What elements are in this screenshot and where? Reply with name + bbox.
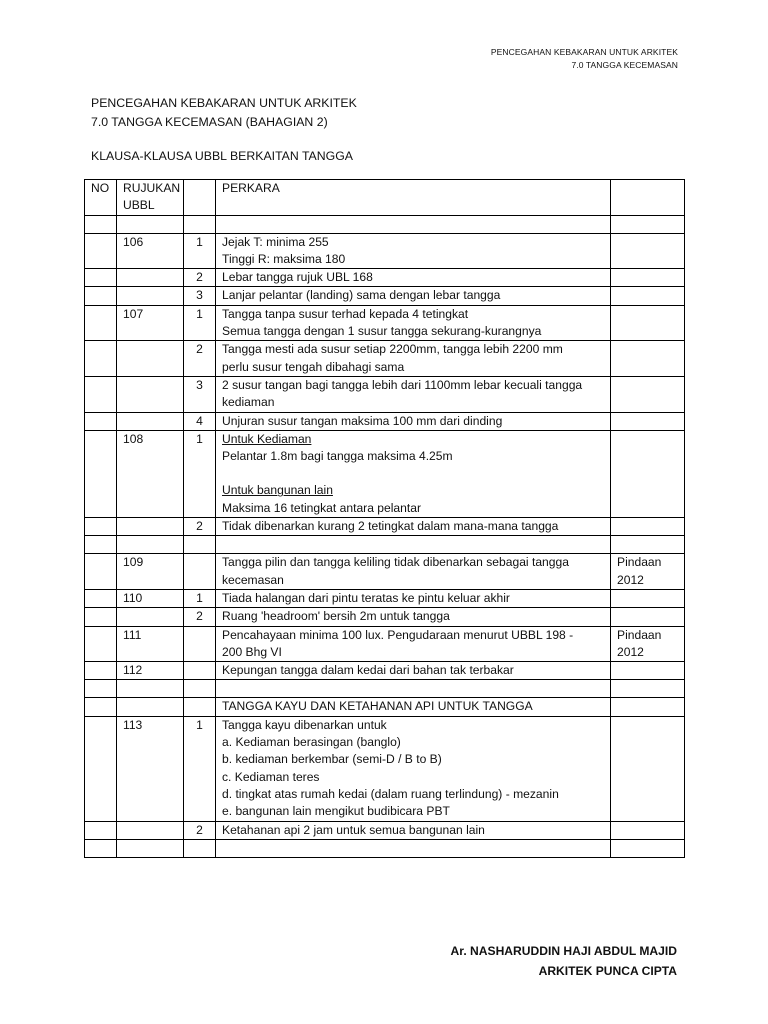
table-row <box>85 412 685 430</box>
ref-cell: 109 <box>117 554 184 590</box>
table-header-row <box>85 180 685 216</box>
matter-cell: Ruang 'headroom' bersih 2m untuk tangga <box>216 608 611 626</box>
running-header-line-1: PENCEGAHAN KEBAKARAN UNTUK ARKITEK <box>490 47 678 57</box>
table-row <box>85 662 685 680</box>
section-heading: TANGGA KAYU DAN KETAHANAN API UNTUK TANGGA <box>216 698 611 716</box>
sub-cell: 2 <box>184 269 216 287</box>
sub-cell: 1 <box>184 305 216 341</box>
document-title-line-2: 7.0 TANGGA KECEMASAN (BAHAGIAN 2) <box>91 115 328 129</box>
header-ref <box>117 180 184 216</box>
note-line: Pindaan <box>617 555 662 570</box>
matter-cell <box>216 233 611 269</box>
table-row <box>85 589 685 607</box>
matter-cell <box>216 430 611 517</box>
matter-line: b. kediaman berkembar (semi-D / B to B) <box>222 752 442 767</box>
header-matter: PERKARA <box>216 180 611 216</box>
matter-line: Jejak T: minima 255 <box>222 234 329 249</box>
note-line: 2012 <box>617 644 644 659</box>
matter-cell: Ketahanan api 2 jam untuk semua bangunan lain <box>216 821 611 839</box>
sub-cell: 1 <box>184 589 216 607</box>
matter-cell: Tidak dibenarkan kurang 2 tetingkat dalam mana-mana tangga <box>216 518 611 536</box>
author-name: Ar. NASHARUDDIN HAJI ABDUL MAJID <box>450 944 677 958</box>
matter-line: Tangga tanpa susur terhad kepada 4 tetingkat <box>222 306 469 321</box>
ref-cell: 110 <box>117 589 184 607</box>
note-cell <box>611 626 685 662</box>
matter-line: kecemasan <box>222 572 284 587</box>
matter-cell <box>216 716 611 821</box>
matter-line: Tangga mesti ada susur setiap 2200mm, tangga lebih 2200 mm <box>222 342 563 357</box>
matter-line: c. Kediaman teres <box>222 769 320 784</box>
header-ref-line-1: RUJUKAN <box>123 181 181 195</box>
sub-cell: 2 <box>184 341 216 377</box>
ref-cell: 106 <box>117 233 184 269</box>
matter-cell <box>216 341 611 377</box>
matter-line: perlu susur tengah dibahagi sama <box>222 359 405 374</box>
matter-line: Pencahayaan minima 100 lux. Pengudaraan menurut UBBL 198 - <box>222 627 574 642</box>
table-row <box>85 430 685 517</box>
note-line: Pindaan <box>617 627 662 642</box>
matter-line: 2 susur tangan bagi tangga lebih dari 1100mm lebar kecuali tangga <box>222 377 583 392</box>
ref-cell: 112 <box>117 662 184 680</box>
header-sub <box>184 180 216 216</box>
author-role: ARKITEK PUNCA CIPTA <box>538 964 677 978</box>
sub-cell: 4 <box>184 412 216 430</box>
running-header <box>491 46 678 72</box>
table-row <box>85 608 685 626</box>
table-row <box>85 821 685 839</box>
table-row <box>85 287 685 305</box>
matter-cell: Tiada halangan dari pintu teratas ke pintu keluar akhir <box>216 589 611 607</box>
ref-cell: 107 <box>117 305 184 341</box>
author-block <box>451 941 677 981</box>
matter-line: Tangga pilin dan tangga keliling tidak dibenarkan sebagai tangga <box>222 555 569 570</box>
matter-cell: Kepungan tangga dalam kedai dari bahan tak terbakar <box>216 662 611 680</box>
matter-line: Tinggi R: maksima 180 <box>222 251 346 266</box>
ref-cell: 108 <box>117 430 184 517</box>
sub-cell: 2 <box>184 821 216 839</box>
matter-line: 200 Bhg VI <box>222 644 282 659</box>
matter-line: Maksima 16 tetingkat antara pelantar <box>222 500 421 515</box>
matter-line: Pelantar 1.8m bagi tangga maksima 4.25m <box>222 449 453 464</box>
table-row-empty <box>85 215 685 233</box>
table-row <box>85 341 685 377</box>
sub-cell: 1 <box>184 430 216 517</box>
matter-heading: Untuk Kediaman <box>222 431 312 446</box>
sub-cell: 2 <box>184 518 216 536</box>
table-row <box>85 626 685 662</box>
running-header-line-2: 7.0 TANGGA KECEMASAN <box>571 60 678 70</box>
matter-line: a. Kediaman berasingan (banglo) <box>222 735 401 750</box>
matter-line: Tangga kayu dibenarkan untuk <box>222 717 387 732</box>
matter-heading: Untuk bangunan lain <box>222 483 333 498</box>
table-row-section <box>85 698 685 716</box>
ref-cell: 113 <box>117 716 184 821</box>
matter-line: e. bangunan lain mengikut budibicara PBT <box>222 804 450 819</box>
document-title-line-1: PENCEGAHAN KEBAKARAN UNTUK ARKITEK <box>91 96 357 110</box>
matter-cell <box>216 554 611 590</box>
note-line: 2012 <box>617 572 644 587</box>
header-no: NO <box>85 180 117 216</box>
table-row-empty <box>85 536 685 554</box>
table-row-empty <box>85 680 685 698</box>
sub-cell: 3 <box>184 376 216 412</box>
table-row <box>85 376 685 412</box>
header-note <box>611 180 685 216</box>
sub-cell: 3 <box>184 287 216 305</box>
ref-cell: 111 <box>117 626 184 662</box>
sub-cell: 1 <box>184 233 216 269</box>
matter-line: kediaman <box>222 395 275 410</box>
note-cell <box>611 554 685 590</box>
ubbl-clauses-table <box>84 179 685 858</box>
table-row <box>85 305 685 341</box>
table-row <box>85 518 685 536</box>
table-row <box>85 716 685 821</box>
sub-cell: 2 <box>184 608 216 626</box>
document-title <box>91 94 357 132</box>
matter-line: Semua tangga dengan 1 susur tangga sekurang-kurangnya <box>222 324 542 339</box>
matter-cell: Lanjar pelantar (landing) sama dengan lebar tangga <box>216 287 611 305</box>
sub-cell: 1 <box>184 716 216 821</box>
section-subtitle: KLAUSA-KLAUSA UBBL BERKAITAN TANGGA <box>91 149 353 163</box>
matter-cell <box>216 305 611 341</box>
table-row <box>85 554 685 590</box>
matter-cell <box>216 626 611 662</box>
table-row <box>85 233 685 269</box>
matter-cell: Unjuran susur tangan maksima 100 mm dari dinding <box>216 412 611 430</box>
matter-cell <box>216 376 611 412</box>
table-row <box>85 269 685 287</box>
matter-cell: Lebar tangga rujuk UBL 168 <box>216 269 611 287</box>
table-row-empty <box>85 839 685 857</box>
matter-line: d. tingkat atas rumah kedai (dalam ruang terlindung) - mezanin <box>222 786 559 801</box>
header-ref-line-2: UBBL <box>123 198 155 213</box>
